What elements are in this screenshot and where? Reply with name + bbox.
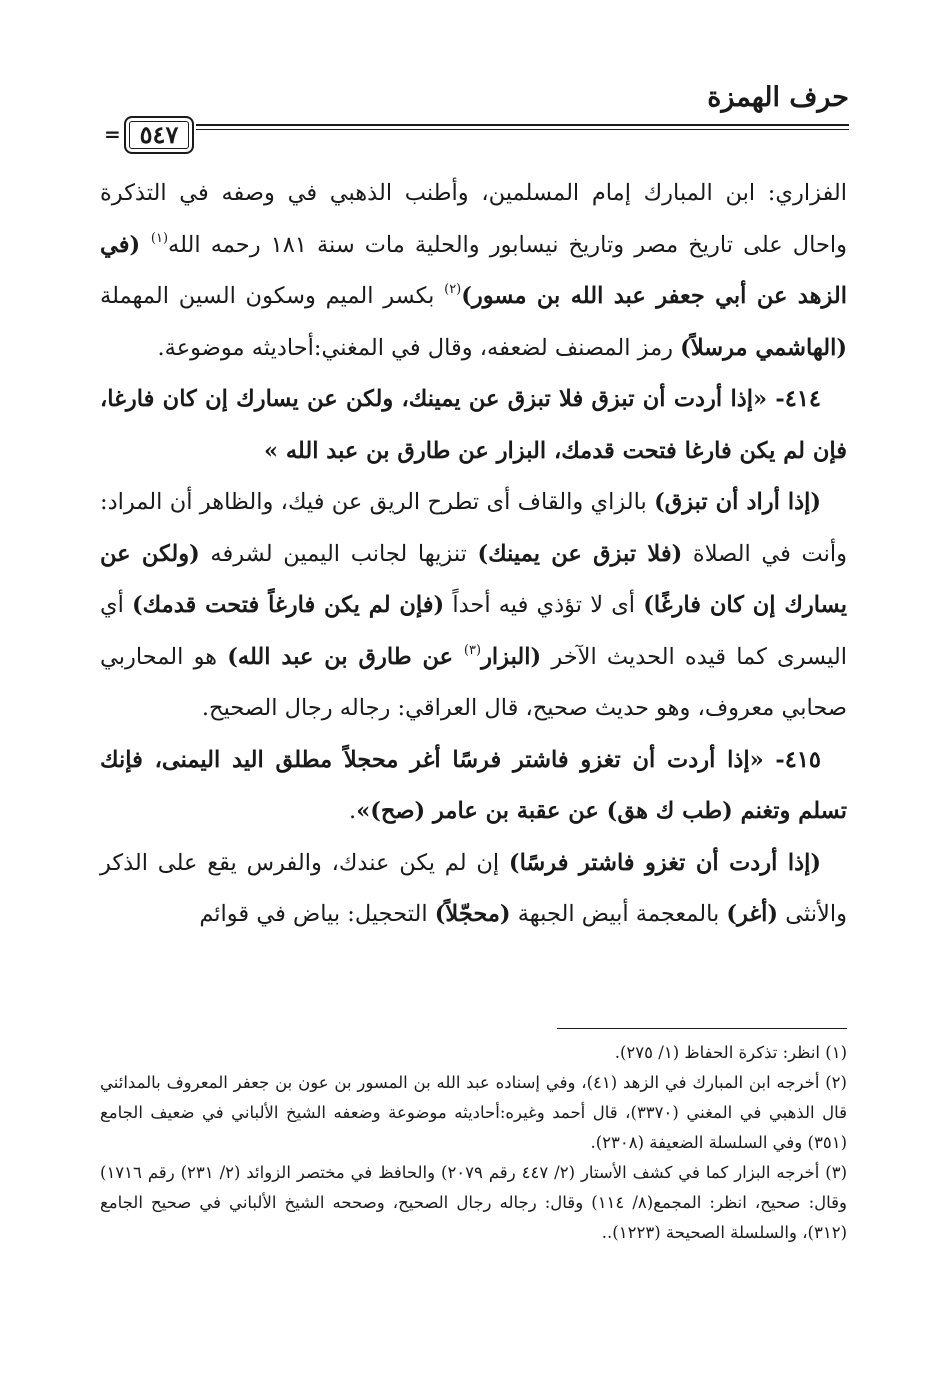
bold-run: (في الزهد عن أبي جعفر عبد الله بن مسور) bbox=[100, 231, 847, 309]
bold-run: (إذا أراد أن تبزق) bbox=[654, 489, 821, 515]
text-run: هو المحاربي صحابي معروف، وهو حديث صحيح، قال العراقي: رجاله رجال الصحيح. bbox=[100, 643, 847, 721]
footnote-ref-1: (١) bbox=[150, 230, 169, 246]
bold-run: عن طارق بن عبد الله) bbox=[227, 643, 464, 670]
bold-run: (فإن لم يكن فارغاً فتحت قدمك) bbox=[132, 592, 445, 618]
footnote-ref-2: (٢) bbox=[444, 282, 462, 297]
main-text bbox=[100, 168, 847, 941]
running-head-title: حرف الهمزة bbox=[707, 82, 849, 113]
footnote-3: (٣) أخرجه البزار كما في كشف الأستار (٢/ ٤٤٧ رقم ٢٠٧٩) والحافظ في مختصر الزوائد (٢/ ٢٣١) رقم ١٧١٦) وقال: صحيح، انظر: المجمع(٨/ ١١٤) وقال: رجاله رجال الصحيح، وصححه الشيخ الألباني في صحيح الجامع (٣١٢)، والسلسلة الصحيحة (١٢٢٣).. bbox=[100, 1163, 848, 1242]
bold-run: (البزار bbox=[481, 643, 542, 670]
text-run: الفزاري: ابن المبارك إمام المسلمين، وأطنب الذهبي في وصفه في التذكرة واحال على تاريخ مصر وتاريخ نيسابور والحلية مات سنة ١٨١ رحمه الله bbox=[100, 180, 847, 258]
footnotes bbox=[100, 1038, 847, 1248]
text-run: . bbox=[349, 798, 357, 824]
text-run: رمز المصنف لضعفه، وقال في المغني:أحاديثه موضوعة. bbox=[157, 334, 681, 361]
page-number-frame bbox=[124, 116, 194, 154]
bold-run: (فلا تبزق عن يمينك) bbox=[477, 540, 683, 567]
hadith-415 bbox=[100, 735, 847, 838]
bold-run: (الهاشمي مرسلاً) bbox=[680, 334, 847, 361]
bold-run: (أغر) bbox=[726, 901, 779, 927]
bold-run: (إذا أردت أن تغزو فاشتر فرسًا) bbox=[508, 849, 822, 876]
hadith-text: ٤١٥- «إذا أردت أن تغزو فاشتر فرسًا أغر محجلاً مطلق اليد اليمنى، فإنك تسلم وتغنم (طب ك هق) عن عقبة بن عامر (صح)» bbox=[100, 746, 847, 824]
text-run: أى لا تؤذي فيه أحداً bbox=[444, 592, 644, 618]
paragraph-1 bbox=[100, 168, 847, 374]
bold-run: (ولكن عن يسارك إن كان فارغًا) bbox=[100, 540, 847, 618]
hadith-text: ٤١٤- «إذا أردت أن تبزق فلا تبزق عن يمينك، ولكن عن يسارك إن كان فارغا، فإن لم يكن فارغا فتحت قدمك، البزار عن طارق بن عبد الله » bbox=[100, 386, 847, 464]
paragraph-commentary-414 bbox=[100, 477, 847, 735]
footnote-ref-3: (٣) bbox=[463, 642, 482, 658]
text-run: تنزيها لجانب اليمين لشرفه bbox=[199, 540, 478, 567]
hadith-414 bbox=[100, 374, 847, 477]
text-run: بالزاي والقاف أى تطرح الريق عن فيك، والظاهر أن المراد: وأنت في الصلاة bbox=[100, 489, 847, 567]
paragraph-commentary-415 bbox=[100, 838, 847, 941]
footnote-1: (١) انظر: تذكرة الحفاظ (١/ ٢٧٥). bbox=[614, 1043, 847, 1062]
header-ornament: = bbox=[104, 122, 121, 146]
text-run: أي اليسرى كما قيده الحديث الآخر bbox=[100, 592, 847, 670]
bold-run: (محجّلاً) bbox=[434, 901, 511, 927]
footnote-separator bbox=[557, 1028, 847, 1029]
text-run: بكسر الميم وسكون السين المهملة bbox=[100, 283, 445, 309]
header-rule bbox=[196, 124, 849, 130]
text-run: التحجيل: بياض في قوائم bbox=[199, 901, 435, 927]
footnote-2: (٢) أخرجه ابن المبارك في الزهد (٤١)، وفي إسناده عبد الله بن المسور بن عون بن جعفر المعروف بالمدائني قال الذهبي في المغني (٣٣٧٠)، قال أحمد وغيره:أحاديثه موضوعة وضعفه الشيخ الألباني في ضعيف الجامع (٣٥١) وفي السلسلة الضعيفة (٢٣٠٨). bbox=[100, 1073, 847, 1152]
text-run: بالمعجمة أبيض الجبهة bbox=[510, 901, 727, 927]
page-number: ٥٤٧ bbox=[139, 120, 179, 149]
text-run: إن لم يكن عندك، والفرس يقع على الذكر والأنثى bbox=[100, 849, 847, 927]
